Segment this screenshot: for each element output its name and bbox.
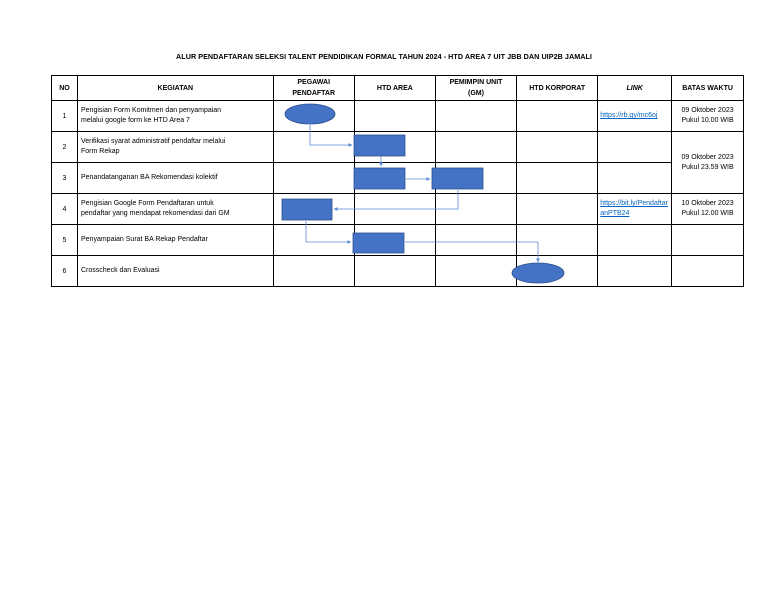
row-number: 1: [52, 101, 78, 132]
row-number: 6: [52, 256, 78, 287]
lane-cell-pemimpin: [435, 163, 516, 194]
activity-cell: [78, 132, 274, 163]
header-pegawai-line1: PEGAWAI: [297, 79, 331, 86]
deadline-cell: [672, 225, 744, 256]
flow-table: [51, 75, 744, 287]
deadline-cell: [672, 101, 744, 132]
lane-cell-htd-korporat: [517, 256, 598, 287]
lane-cell-htd-korporat: [517, 194, 598, 225]
header-row: [52, 76, 744, 101]
lane-cell-htd-area: [354, 163, 435, 194]
lane-cell-htd-korporat: [517, 132, 598, 163]
deadline-hour: Pukul 10.00 WIB: [681, 117, 734, 124]
lane-cell-htd-area: [354, 194, 435, 225]
lane-cell-htd-area: [354, 132, 435, 163]
lane-cell-pemimpin: [435, 256, 516, 287]
lane-cell-htd-area: [354, 225, 435, 256]
table-row: [52, 225, 744, 256]
lane-cell-pegawai: [273, 163, 354, 194]
table-row: [52, 256, 744, 287]
header-pegawai-line2: PENDAFTAR: [292, 90, 336, 97]
deadline-hour: Pukul 12.00 WIB: [681, 210, 734, 217]
link-cell: [598, 132, 672, 163]
activity-line: Form Rekap: [81, 148, 120, 155]
header-pemimpin-line2: (GM): [468, 90, 484, 97]
link-cell: [598, 101, 672, 132]
form-komitmen-link[interactable]: https://rb.gy/mc6oj: [600, 112, 658, 119]
pendaftaran-link[interactable]: https://bit.ly/PendaftaranPTB24: [600, 200, 668, 217]
header-pemimpin: [435, 76, 516, 101]
deadline-cell: [672, 194, 744, 225]
row-number: 3: [52, 163, 78, 194]
activity-cell: [78, 101, 274, 132]
lane-cell-pemimpin: [435, 132, 516, 163]
header-htd-area: HTD AREA: [354, 76, 435, 101]
header-link: LINK: [598, 76, 672, 101]
activity-line: pendaftar yang mendapat rekomendasi dari GM: [81, 210, 230, 217]
lane-cell-pemimpin: [435, 194, 516, 225]
lane-cell-pegawai: [273, 225, 354, 256]
lane-cell-htd-area: [354, 101, 435, 132]
activity-cell: Penandatanganan BA Rekomendasi kolektif: [78, 163, 274, 194]
header-no: NO: [52, 76, 78, 101]
document-title: ALUR PENDAFTARAN SELEKSI TALENT PENDIDIKAN FORMAL TAHUN 2024 - HTD AREA 7 UIT JBB DAN UIP2B JAMALI: [176, 52, 592, 61]
link-cell: [598, 225, 672, 256]
lane-cell-pemimpin: [435, 101, 516, 132]
lane-cell-pemimpin: [435, 225, 516, 256]
activity-line: Pengisian Form Komitmen dan penyampaian: [81, 107, 222, 114]
activity-line: melalui google form ke HTD Area 7: [81, 117, 190, 124]
deadline-date: 09 Oktober 2023: [681, 107, 734, 114]
deadline-hour: Pukul 23.59 WIB: [681, 163, 734, 171]
header-batas-waktu: BATAS WAKTU: [672, 76, 744, 101]
table-row: [52, 132, 744, 163]
activity-cell: Penyampaian Surat BA Rekap Pendaftar: [78, 225, 274, 256]
lane-cell-pegawai: [273, 132, 354, 163]
table-row: [52, 101, 744, 132]
deadline-cell: [672, 256, 744, 287]
lane-cell-htd-korporat: [517, 163, 598, 194]
activity-line: Pengisian Google Form Pendaftaran untuk: [81, 200, 214, 207]
activity-cell: [78, 194, 274, 225]
row-number: 5: [52, 225, 78, 256]
lane-cell-pegawai: [273, 194, 354, 225]
lane-cell-htd-area: [354, 256, 435, 287]
row-number: 2: [52, 132, 78, 163]
deadline-date: 10 Oktober 2023: [681, 200, 734, 207]
activity-line: Verifikasi syarat administratif pendaftar melalui: [81, 138, 226, 145]
deadline-date: 09 Oktober 2023: [681, 153, 734, 161]
header-pemimpin-line1: PEMIMPIN UNIT: [449, 79, 503, 86]
header-htd-korporat: HTD KORPORAT: [517, 76, 598, 101]
lane-cell-htd-korporat: [517, 101, 598, 132]
header-pegawai: [273, 76, 354, 101]
link-cell: [598, 194, 672, 225]
table-row: [52, 163, 744, 194]
table-row: [52, 194, 744, 225]
link-cell: [598, 256, 672, 287]
deadline-cell-merged: [672, 132, 744, 194]
header-kegiatan: KEGIATAN: [78, 76, 274, 101]
lane-cell-pegawai: [273, 256, 354, 287]
row-number: 4: [52, 194, 78, 225]
link-cell: [598, 163, 672, 194]
lane-cell-htd-korporat: [517, 225, 598, 256]
activity-cell: Crosscheck dan Evaluasi: [78, 256, 274, 287]
lane-cell-pegawai: [273, 101, 354, 132]
